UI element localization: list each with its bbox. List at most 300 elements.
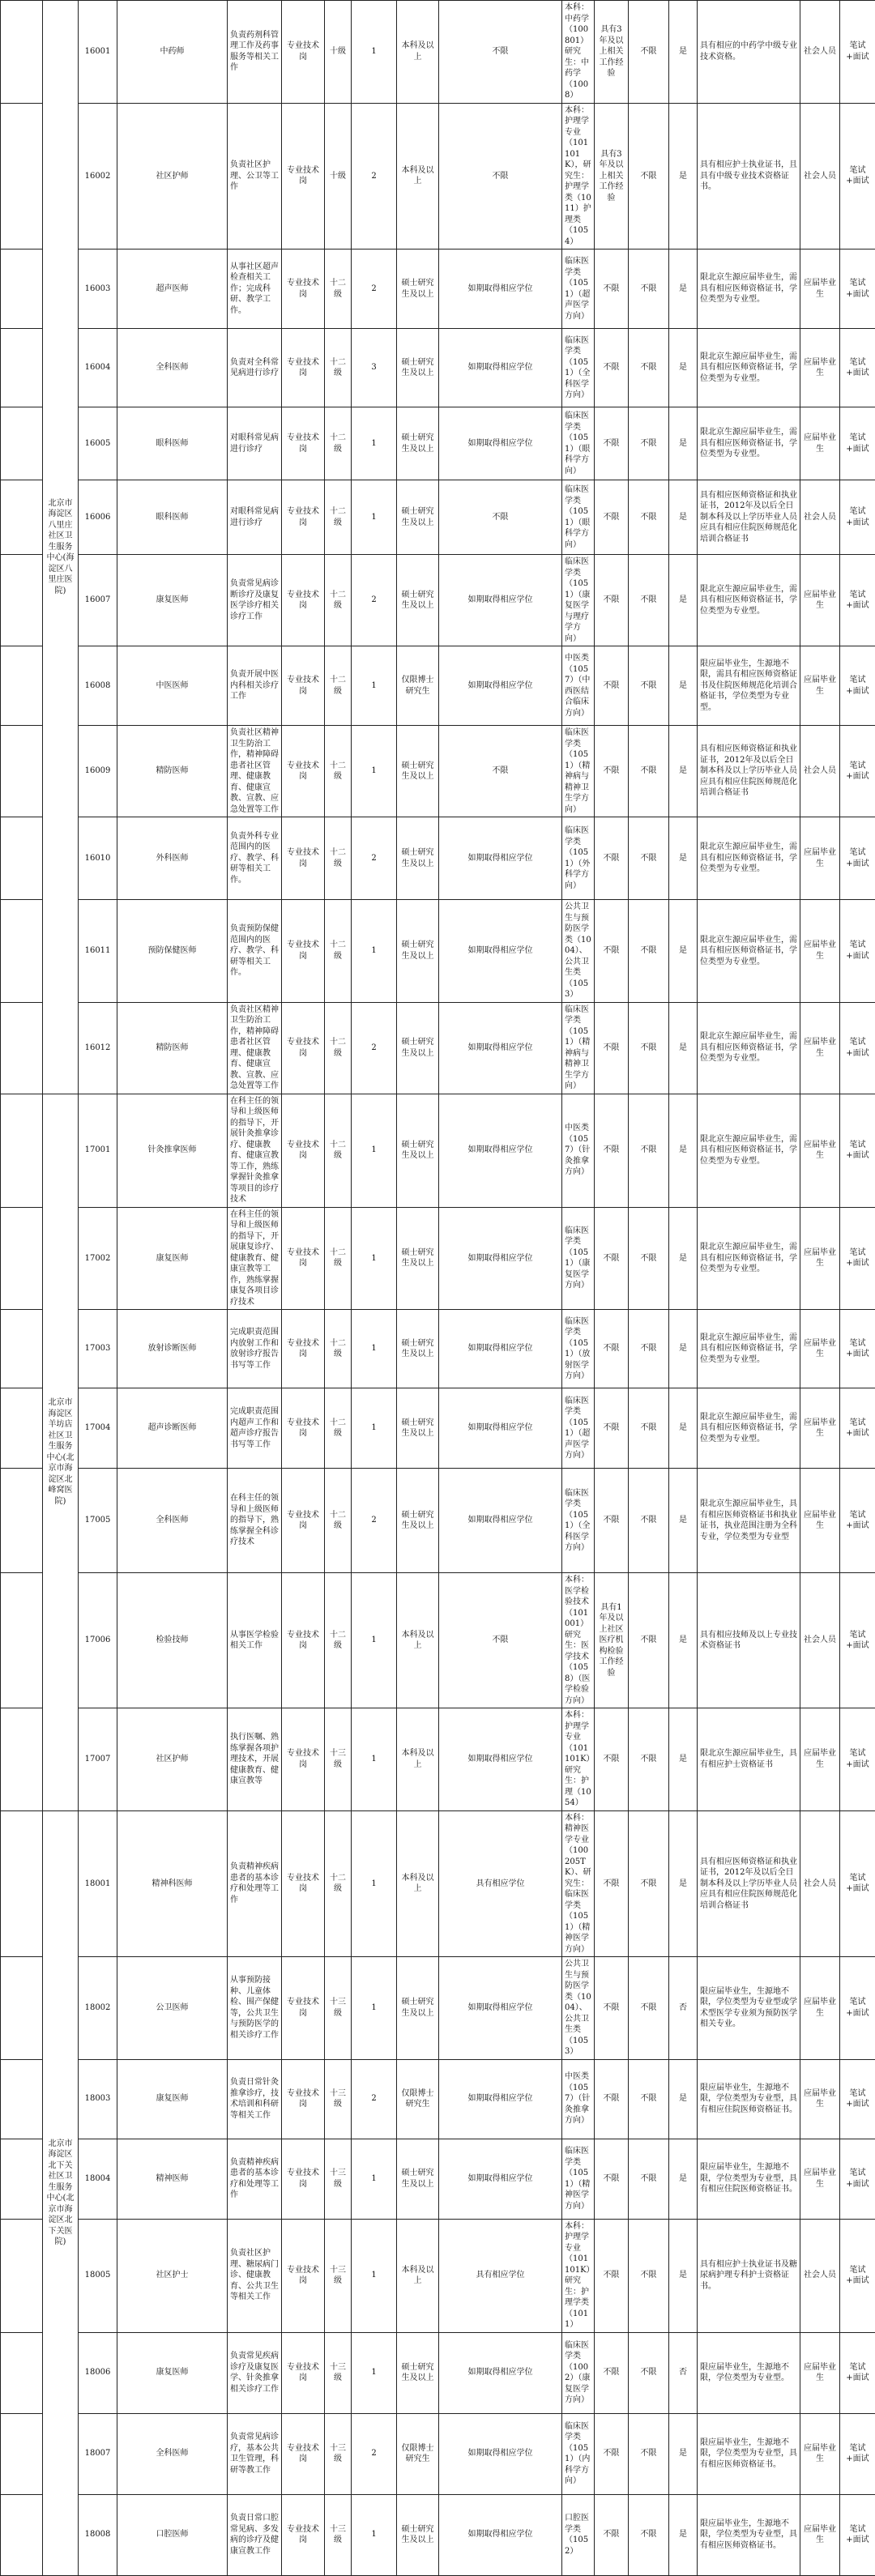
post-type-cell: 专业技术岗 bbox=[282, 249, 325, 329]
exam-method-cell: 笔试+面试 bbox=[840, 555, 875, 646]
table-row bbox=[1, 480, 875, 555]
exam-method-cell: 笔试+面试 bbox=[840, 1094, 875, 1207]
post-type-cell: 专业技术岗 bbox=[282, 1002, 325, 1094]
table-row bbox=[1, 1708, 875, 1811]
work-experience-cell: 不限 bbox=[595, 1388, 629, 1469]
post-name-cell: 眼科医师 bbox=[117, 407, 228, 480]
post-grade-cell: 十三级 bbox=[325, 2059, 352, 2139]
exam-method-cell: 笔试+面试 bbox=[840, 900, 875, 1003]
post-code-cell: 16012 bbox=[79, 1002, 117, 1094]
major-cell: 口腔医学类（1052） bbox=[562, 2494, 595, 2575]
education-cell: 硕士研究生及以上 bbox=[397, 2332, 439, 2413]
post-grade-cell: 十二级 bbox=[325, 900, 352, 1003]
post-duty-cell: 完成职责范围内超声工作和超声诊疗报告书写等工作 bbox=[228, 1388, 282, 1469]
post-grade-cell: 十三级 bbox=[325, 1957, 352, 2060]
age-limit-cell: 不限 bbox=[629, 249, 669, 329]
reference-required-cell: 是 bbox=[669, 646, 698, 726]
education-cell: 硕士研究生及以上 bbox=[397, 2139, 439, 2219]
age-limit-cell: 不限 bbox=[629, 555, 669, 646]
exam-method-cell: 笔试+面试 bbox=[840, 480, 875, 555]
edge-cell bbox=[1, 480, 43, 555]
exam-method-cell: 笔试+面试 bbox=[840, 646, 875, 726]
candidate-source-cell: 应届毕业生 bbox=[800, 2059, 840, 2139]
post-duty-cell: 对眼科常见病进行诊疗 bbox=[228, 480, 282, 555]
post-duty-cell: 负责社区精神卫生防治工作，精神障碍患者社区管理、健康教育、健康宣教、宣教、应急处置等工作 bbox=[228, 726, 282, 817]
reference-required-cell: 是 bbox=[669, 726, 698, 817]
age-limit-cell: 不限 bbox=[629, 1573, 669, 1708]
reference-required-cell: 是 bbox=[669, 1388, 698, 1469]
post-duty-cell: 负责外科专业范围内的医疗、教学、科研等相关工作。 bbox=[228, 817, 282, 900]
post-name-cell: 精神科医师 bbox=[117, 1810, 228, 1957]
age-limit-cell: 不限 bbox=[629, 2494, 669, 2575]
degree-cell: 如期取得相应学位 bbox=[439, 1388, 562, 1469]
post-type-cell: 专业技术岗 bbox=[282, 1810, 325, 1957]
exam-method-cell: 笔试+面试 bbox=[840, 2219, 875, 2332]
degree-cell: 不限 bbox=[439, 103, 562, 249]
education-cell: 硕士研究生及以上 bbox=[397, 555, 439, 646]
reference-required-cell: 是 bbox=[669, 103, 698, 249]
major-cell: 临床医学类（1051）（眼科学方向） bbox=[562, 407, 595, 480]
hire-count-cell: 2 bbox=[352, 103, 397, 249]
age-limit-cell: 不限 bbox=[629, 817, 669, 900]
post-type-cell: 专业技术岗 bbox=[282, 1310, 325, 1388]
work-experience-cell: 不限 bbox=[595, 555, 629, 646]
edge-cell bbox=[1, 2139, 43, 2219]
post-code-cell: 16008 bbox=[79, 646, 117, 726]
hire-count-cell: 1 bbox=[352, 900, 397, 1003]
other-conditions-cell: 限应届毕业生，生源地不限，学位类型为专业型，具有相应医师资格证书。 bbox=[698, 2494, 800, 2575]
other-conditions-cell: 限应届毕业生，生源地不限，学位类型为专业型，具有相应住院医师资格证书。 bbox=[698, 2139, 800, 2219]
work-experience-cell: 不限 bbox=[595, 900, 629, 1003]
table-row bbox=[1, 726, 875, 817]
age-limit-cell: 不限 bbox=[629, 2219, 669, 2332]
reference-required-cell: 是 bbox=[669, 1094, 698, 1207]
edge-cell bbox=[1, 1310, 43, 1388]
exam-method-cell: 笔试+面试 bbox=[840, 1957, 875, 2060]
edge-cell bbox=[1, 1207, 43, 1310]
education-cell: 本科及以上 bbox=[397, 103, 439, 249]
post-grade-cell: 十二级 bbox=[325, 1207, 352, 1310]
hire-count-cell: 2 bbox=[352, 555, 397, 646]
candidate-source-cell: 应届毕业生 bbox=[800, 407, 840, 480]
candidate-source-cell: 应届毕业生 bbox=[800, 646, 840, 726]
candidate-source-cell: 应届毕业生 bbox=[800, 1310, 840, 1388]
work-experience-cell: 不限 bbox=[595, 407, 629, 480]
other-conditions-cell: 限北京生源应届毕业生，需具有相应医师资格证书，学位类型为专业型。 bbox=[698, 329, 800, 407]
post-duty-cell: 负责常见病诊断诊疗及康复医学诊疗相关诊疗工作 bbox=[228, 555, 282, 646]
post-duty-cell: 负责预防保健范围内的医疗、教学、科研等相关工作。 bbox=[228, 900, 282, 1003]
edge-cell bbox=[1, 1957, 43, 2060]
post-code-cell: 16001 bbox=[79, 1, 117, 104]
post-duty-cell: 负责常见病诊疗，基本公共卫生管理，科研等教工作 bbox=[228, 2413, 282, 2494]
table-row bbox=[1, 2139, 875, 2219]
other-conditions-cell: 具有相应医师资格证和执业证书，2012年及以后全日制本科及以上学历毕业人员应具有相应住院医师规范化培训合格证书 bbox=[698, 726, 800, 817]
post-type-cell: 专业技术岗 bbox=[282, 1708, 325, 1811]
post-name-cell: 口腔医师 bbox=[117, 2494, 228, 2575]
hire-count-cell: 1 bbox=[352, 480, 397, 555]
other-conditions-cell: 具有相应医师资格证和执业证书，2012年及以后全日制本科及以上学历毕业人员应具有相应住院医师规范化培训合格证书 bbox=[698, 1810, 800, 1957]
reference-required-cell: 是 bbox=[669, 2059, 698, 2139]
hire-count-cell: 1 bbox=[352, 726, 397, 817]
education-cell: 硕士研究生及以上 bbox=[397, 2494, 439, 2575]
other-conditions-cell: 具有相应技师及以上专业技术资格证书 bbox=[698, 1573, 800, 1708]
age-limit-cell: 不限 bbox=[629, 1, 669, 104]
major-cell: 临床医学类（1051）（精神医学方向） bbox=[562, 2139, 595, 2219]
education-cell: 本科及以上 bbox=[397, 1810, 439, 1957]
major-cell: 临床医学类（1051）（眼科学方向） bbox=[562, 480, 595, 555]
candidate-source-cell: 应届毕业生 bbox=[800, 1094, 840, 1207]
degree-cell: 如期取得相应学位 bbox=[439, 407, 562, 480]
table-row bbox=[1, 329, 875, 407]
work-experience-cell: 不限 bbox=[595, 1957, 629, 2060]
education-cell: 硕士研究生及以上 bbox=[397, 1094, 439, 1207]
other-conditions-cell: 限北京生源应届毕业生，需具有相应医师资格证书，学位类型为专业型。 bbox=[698, 817, 800, 900]
work-experience-cell: 不限 bbox=[595, 1310, 629, 1388]
post-grade-cell: 十二级 bbox=[325, 1388, 352, 1469]
exam-method-cell: 笔试+面试 bbox=[840, 1002, 875, 1094]
post-type-cell: 专业技术岗 bbox=[282, 1207, 325, 1310]
degree-cell: 不限 bbox=[439, 1, 562, 104]
candidate-source-cell: 社会人员 bbox=[800, 1573, 840, 1708]
table-row bbox=[1, 2332, 875, 2413]
post-type-cell: 专业技术岗 bbox=[282, 2413, 325, 2494]
table-row bbox=[1, 1957, 875, 2060]
candidate-source-cell: 应届毕业生 bbox=[800, 817, 840, 900]
post-name-cell: 眼科医师 bbox=[117, 480, 228, 555]
post-grade-cell: 十三级 bbox=[325, 2219, 352, 2332]
post-name-cell: 康复医师 bbox=[117, 1207, 228, 1310]
post-type-cell: 专业技术岗 bbox=[282, 900, 325, 1003]
table-row bbox=[1, 646, 875, 726]
education-cell: 仅限博士研究生 bbox=[397, 2059, 439, 2139]
exam-method-cell: 笔试+面试 bbox=[840, 1708, 875, 1811]
degree-cell: 如期取得相应学位 bbox=[439, 1207, 562, 1310]
hire-count-cell: 1 bbox=[352, 1, 397, 104]
edge-cell bbox=[1, 1094, 43, 1207]
post-type-cell: 专业技术岗 bbox=[282, 2332, 325, 2413]
work-experience-cell: 不限 bbox=[595, 1708, 629, 1811]
age-limit-cell: 不限 bbox=[629, 726, 669, 817]
edge-cell bbox=[1, 103, 43, 249]
reference-required-cell: 否 bbox=[669, 2332, 698, 2413]
education-cell: 硕士研究生及以上 bbox=[397, 1207, 439, 1310]
edge-cell bbox=[1, 2494, 43, 2575]
candidate-source-cell: 应届毕业生 bbox=[800, 329, 840, 407]
age-limit-cell: 不限 bbox=[629, 1957, 669, 2060]
post-grade-cell: 十级 bbox=[325, 103, 352, 249]
work-experience-cell: 不限 bbox=[595, 2494, 629, 2575]
table-row bbox=[1, 1810, 875, 1957]
post-code-cell: 16005 bbox=[79, 407, 117, 480]
post-code-cell: 18003 bbox=[79, 2059, 117, 2139]
post-name-cell: 外科医师 bbox=[117, 817, 228, 900]
other-conditions-cell: 限应届毕业生，生源地不限，学位类型为专业型，具有相应住院医师资格证书。 bbox=[698, 2059, 800, 2139]
edge-cell bbox=[1, 2219, 43, 2332]
work-experience-cell: 不限 bbox=[595, 2413, 629, 2494]
exam-method-cell: 笔试+面试 bbox=[840, 1310, 875, 1388]
post-code-cell: 17005 bbox=[79, 1469, 117, 1573]
hire-count-cell: 1 bbox=[352, 1573, 397, 1708]
education-cell: 硕士研究生及以上 bbox=[397, 407, 439, 480]
reference-required-cell: 是 bbox=[669, 817, 698, 900]
post-code-cell: 18006 bbox=[79, 2332, 117, 2413]
major-cell: 本科：医学检验技术（101001）研究生：医学技术（1058）（医学检验方向） bbox=[562, 1573, 595, 1708]
edge-cell bbox=[1, 817, 43, 900]
hire-count-cell: 1 bbox=[352, 2219, 397, 2332]
hire-count-cell: 3 bbox=[352, 329, 397, 407]
other-conditions-cell: 具有相应护士执业证书及糖尿病护理专科护士资格证书。 bbox=[698, 2219, 800, 2332]
table-row bbox=[1, 1094, 875, 1207]
post-code-cell: 16002 bbox=[79, 103, 117, 249]
degree-cell: 如期取得相应学位 bbox=[439, 900, 562, 1003]
reference-required-cell: 否 bbox=[669, 1957, 698, 2060]
post-grade-cell: 十三级 bbox=[325, 1708, 352, 1811]
degree-cell: 如期取得相应学位 bbox=[439, 1708, 562, 1811]
post-name-cell: 全科医师 bbox=[117, 1469, 228, 1573]
hire-count-cell: 1 bbox=[352, 1207, 397, 1310]
table-row bbox=[1, 1573, 875, 1708]
post-code-cell: 18007 bbox=[79, 2413, 117, 2494]
post-grade-cell: 十二级 bbox=[325, 1469, 352, 1573]
edge-cell bbox=[1, 1708, 43, 1811]
exam-method-cell: 笔试+面试 bbox=[840, 2332, 875, 2413]
post-grade-cell: 十二级 bbox=[325, 1094, 352, 1207]
table-row bbox=[1, 1002, 875, 1094]
age-limit-cell: 不限 bbox=[629, 1469, 669, 1573]
post-grade-cell: 十三级 bbox=[325, 2494, 352, 2575]
candidate-source-cell: 应届毕业生 bbox=[800, 1957, 840, 2060]
other-conditions-cell: 具有相应的中药学中级专业技术资格。 bbox=[698, 1, 800, 104]
age-limit-cell: 不限 bbox=[629, 2332, 669, 2413]
post-name-cell: 中药师 bbox=[117, 1, 228, 104]
major-cell: 中医类（1057）（针灸推拿方向） bbox=[562, 1094, 595, 1207]
education-cell: 本科及以上 bbox=[397, 1708, 439, 1811]
work-experience-cell: 不限 bbox=[595, 646, 629, 726]
reference-required-cell: 是 bbox=[669, 480, 698, 555]
exam-method-cell: 笔试+面试 bbox=[840, 1207, 875, 1310]
exam-method-cell: 笔试+面试 bbox=[840, 103, 875, 249]
other-conditions-cell: 限北京生源应届毕业生，需具有相应医师资格证书，学位类型为专业型。 bbox=[698, 1310, 800, 1388]
post-name-cell: 全科医师 bbox=[117, 329, 228, 407]
other-conditions-cell: 限北京生源应届毕业生，具有相应医师资格证书和执业证书，执业范围注册为全科专业，学位类型为专业型 bbox=[698, 1469, 800, 1573]
education-cell: 硕士研究生及以上 bbox=[397, 1002, 439, 1094]
other-conditions-cell: 限北京生源应届毕业生，需具有相应医师资格证书，学位类型为专业型。 bbox=[698, 1094, 800, 1207]
table-row bbox=[1, 817, 875, 900]
reference-required-cell: 是 bbox=[669, 2494, 698, 2575]
post-grade-cell: 十二级 bbox=[325, 329, 352, 407]
exam-method-cell: 笔试+面试 bbox=[840, 2413, 875, 2494]
work-experience-cell: 不限 bbox=[595, 329, 629, 407]
exam-method-cell: 笔试+面试 bbox=[840, 249, 875, 329]
post-code-cell: 16010 bbox=[79, 817, 117, 900]
age-limit-cell: 不限 bbox=[629, 2139, 669, 2219]
post-type-cell: 专业技术岗 bbox=[282, 646, 325, 726]
hire-count-cell: 1 bbox=[352, 1094, 397, 1207]
post-grade-cell: 十二级 bbox=[325, 555, 352, 646]
post-type-cell: 专业技术岗 bbox=[282, 2139, 325, 2219]
degree-cell: 如期取得相应学位 bbox=[439, 249, 562, 329]
major-cell: 临床医学类（1051）（超声医学方向） bbox=[562, 1388, 595, 1469]
edge-cell bbox=[1, 2413, 43, 2494]
education-cell: 硕士研究生及以上 bbox=[397, 329, 439, 407]
age-limit-cell: 不限 bbox=[629, 1310, 669, 1388]
post-name-cell: 预防保健医师 bbox=[117, 900, 228, 1003]
education-cell: 仅限博士研究生 bbox=[397, 2413, 439, 2494]
education-cell: 硕士研究生及以上 bbox=[397, 1388, 439, 1469]
major-cell: 本科：中药学（100801）研究生：中药学（1008） bbox=[562, 1, 595, 104]
post-grade-cell: 十二级 bbox=[325, 1573, 352, 1708]
post-duty-cell: 在科主任的领导和上级医师的指导下，开展针灸推拿诊疗、健康教育、健康宣教等工作，熟练掌握针灸推拿等项目的诊疗技术 bbox=[228, 1094, 282, 1207]
other-conditions-cell: 具有相应医师资格证和执业证书，2012年及以后全日制本科及以上学历毕业人员应具有相应住院医师规范化培训合格证书 bbox=[698, 480, 800, 555]
edge-cell bbox=[1, 726, 43, 817]
candidate-source-cell: 社会人员 bbox=[800, 480, 840, 555]
post-code-cell: 17002 bbox=[79, 1207, 117, 1310]
degree-cell: 不限 bbox=[439, 726, 562, 817]
degree-cell: 具有相应学位 bbox=[439, 2219, 562, 2332]
edge-cell bbox=[1, 1810, 43, 1957]
hire-count-cell: 2 bbox=[352, 1469, 397, 1573]
post-type-cell: 专业技术岗 bbox=[282, 329, 325, 407]
hire-count-cell: 1 bbox=[352, 646, 397, 726]
post-name-cell: 康复医师 bbox=[117, 2059, 228, 2139]
degree-cell: 如期取得相应学位 bbox=[439, 817, 562, 900]
post-code-cell: 17006 bbox=[79, 1573, 117, 1708]
post-code-cell: 16004 bbox=[79, 329, 117, 407]
reference-required-cell: 是 bbox=[669, 2219, 698, 2332]
degree-cell: 如期取得相应学位 bbox=[439, 1094, 562, 1207]
post-name-cell: 社区护师 bbox=[117, 1708, 228, 1811]
work-experience-cell: 不限 bbox=[595, 2219, 629, 2332]
education-cell: 硕士研究生及以上 bbox=[397, 900, 439, 1003]
major-cell: 临床医学类（1051）（精神病与精神卫生学方向） bbox=[562, 726, 595, 817]
post-duty-cell: 从事预防接种、儿童体检、围产保健等，公共卫生与预防医学的相关诊疗工作 bbox=[228, 1957, 282, 2060]
reference-required-cell: 是 bbox=[669, 1810, 698, 1957]
post-duty-cell: 负责常见疾病诊疗及康复医学、针灸推拿相关诊疗工作 bbox=[228, 2332, 282, 2413]
candidate-source-cell: 应届毕业生 bbox=[800, 1388, 840, 1469]
hire-count-cell: 1 bbox=[352, 2494, 397, 2575]
degree-cell: 如期取得相应学位 bbox=[439, 1002, 562, 1094]
post-type-cell: 专业技术岗 bbox=[282, 1573, 325, 1708]
post-name-cell: 全科医师 bbox=[117, 2413, 228, 2494]
age-limit-cell: 不限 bbox=[629, 900, 669, 1003]
post-grade-cell: 十三级 bbox=[325, 2332, 352, 2413]
reference-required-cell: 是 bbox=[669, 1, 698, 104]
degree-cell: 不限 bbox=[439, 480, 562, 555]
other-conditions-cell: 限北京生源应届毕业生，需具有相应医师资格证书，学位类型为专业型。 bbox=[698, 249, 800, 329]
age-limit-cell: 不限 bbox=[629, 329, 669, 407]
reference-required-cell: 是 bbox=[669, 2139, 698, 2219]
edge-cell bbox=[1, 1573, 43, 1708]
unit-name-cell: 北京市海淀区八里庄社区卫生服务中心(海淀区八里庄医院) bbox=[43, 1, 79, 1094]
other-conditions-cell: 限应届毕业生，生源地不限，学位类型为专业型，具有相应医师资格证书。 bbox=[698, 2413, 800, 2494]
post-duty-cell: 在科主任的领导和上级医师的指导下，开展康复诊疗、健康教育、健康宣教等工作，熟练掌握康复各项目诊疗技术 bbox=[228, 1207, 282, 1310]
other-conditions-cell: 限北京生源应届毕业生，需具有相应医师资格证书，学位类型为专业型。 bbox=[698, 900, 800, 1003]
hire-count-cell: 1 bbox=[352, 1310, 397, 1388]
degree-cell: 如期取得相应学位 bbox=[439, 329, 562, 407]
major-cell: 临床医学类（1051）（全科医学方向） bbox=[562, 1469, 595, 1573]
table-row bbox=[1, 2219, 875, 2332]
major-cell: 公共卫生与预防医学类（1004）、公共卫生类（1053） bbox=[562, 900, 595, 1003]
table-row bbox=[1, 1469, 875, 1573]
education-cell: 硕士研究生及以上 bbox=[397, 249, 439, 329]
education-cell: 硕士研究生及以上 bbox=[397, 1310, 439, 1388]
post-duty-cell: 负责对全科常见病进行诊疗 bbox=[228, 329, 282, 407]
post-grade-cell: 十三级 bbox=[325, 2413, 352, 2494]
post-name-cell: 针灸推拿医师 bbox=[117, 1094, 228, 1207]
post-name-cell: 社区护师 bbox=[117, 103, 228, 249]
degree-cell: 不限 bbox=[439, 1573, 562, 1708]
reference-required-cell: 是 bbox=[669, 407, 698, 480]
age-limit-cell: 不限 bbox=[629, 646, 669, 726]
post-grade-cell: 十二级 bbox=[325, 1310, 352, 1388]
edge-cell bbox=[1, 407, 43, 480]
edge-cell bbox=[1, 900, 43, 1003]
post-grade-cell: 十三级 bbox=[325, 2139, 352, 2219]
post-code-cell: 17001 bbox=[79, 1094, 117, 1207]
degree-cell: 如期取得相应学位 bbox=[439, 2059, 562, 2139]
edge-cell bbox=[1, 1, 43, 104]
other-conditions-cell: 限北京生源应届毕业生，需具有相应医师资格证书，学位类型为专业型。 bbox=[698, 407, 800, 480]
post-name-cell: 康复医师 bbox=[117, 2332, 228, 2413]
edge-cell bbox=[1, 646, 43, 726]
post-duty-cell: 负责社区精神卫生防治工作，精神障碍患者社区管理、健康教育、健康宣教、宣教、应急处置等工作 bbox=[228, 1002, 282, 1094]
post-grade-cell: 十二级 bbox=[325, 646, 352, 726]
work-experience-cell: 不限 bbox=[595, 1094, 629, 1207]
post-duty-cell: 对眼科常见病进行诊疗 bbox=[228, 407, 282, 480]
age-limit-cell: 不限 bbox=[629, 480, 669, 555]
post-name-cell: 康复医师 bbox=[117, 555, 228, 646]
age-limit-cell: 不限 bbox=[629, 1810, 669, 1957]
post-duty-cell: 从事医学检验相关工作 bbox=[228, 1573, 282, 1708]
other-conditions-cell: 限北京生源应届毕业生，具有相应护士资格证书 bbox=[698, 1708, 800, 1811]
post-name-cell: 超声诊断医师 bbox=[117, 1388, 228, 1469]
degree-cell: 如期取得相应学位 bbox=[439, 1310, 562, 1388]
post-grade-cell: 十二级 bbox=[325, 1002, 352, 1094]
post-grade-cell: 十二级 bbox=[325, 249, 352, 329]
table-row bbox=[1, 1388, 875, 1469]
post-type-cell: 专业技术岗 bbox=[282, 726, 325, 817]
candidate-source-cell: 应届毕业生 bbox=[800, 2494, 840, 2575]
post-duty-cell: 负责日常针灸推拿诊疗，技术培训和科研等相关工作 bbox=[228, 2059, 282, 2139]
table-row bbox=[1, 407, 875, 480]
post-type-cell: 专业技术岗 bbox=[282, 1957, 325, 2060]
exam-method-cell: 笔试+面试 bbox=[840, 2059, 875, 2139]
hire-count-cell: 2 bbox=[352, 2413, 397, 2494]
edge-cell bbox=[1, 329, 43, 407]
post-duty-cell: 负责社区护理、公卫等工作 bbox=[228, 103, 282, 249]
table-row bbox=[1, 555, 875, 646]
post-name-cell: 放射诊断医师 bbox=[117, 1310, 228, 1388]
edge-cell bbox=[1, 2332, 43, 2413]
post-code-cell: 16007 bbox=[79, 555, 117, 646]
major-cell: 本科：精神医学专业（100205TK）、研究生：临床医学类（1051）（精神医学方向） bbox=[562, 1810, 595, 1957]
hire-count-cell: 1 bbox=[352, 407, 397, 480]
post-type-cell: 专业技术岗 bbox=[282, 480, 325, 555]
post-type-cell: 专业技术岗 bbox=[282, 555, 325, 646]
post-duty-cell: 执行医嘱、熟练掌握各项护理技术，开展健康教育、健康宣教等 bbox=[228, 1708, 282, 1811]
exam-method-cell: 笔试+面试 bbox=[840, 726, 875, 817]
post-code-cell: 16003 bbox=[79, 249, 117, 329]
education-cell: 本科及以上 bbox=[397, 2219, 439, 2332]
exam-method-cell: 笔试+面试 bbox=[840, 329, 875, 407]
post-code-cell: 17004 bbox=[79, 1388, 117, 1469]
work-experience-cell: 不限 bbox=[595, 2332, 629, 2413]
candidate-source-cell: 社会人员 bbox=[800, 1, 840, 104]
post-duty-cell: 在科主任的领导和上级医师的指导下，熟练掌握全科诊疗技术 bbox=[228, 1469, 282, 1573]
reference-required-cell: 是 bbox=[669, 2413, 698, 2494]
reference-required-cell: 是 bbox=[669, 1310, 698, 1388]
degree-cell: 如期取得相应学位 bbox=[439, 1469, 562, 1573]
